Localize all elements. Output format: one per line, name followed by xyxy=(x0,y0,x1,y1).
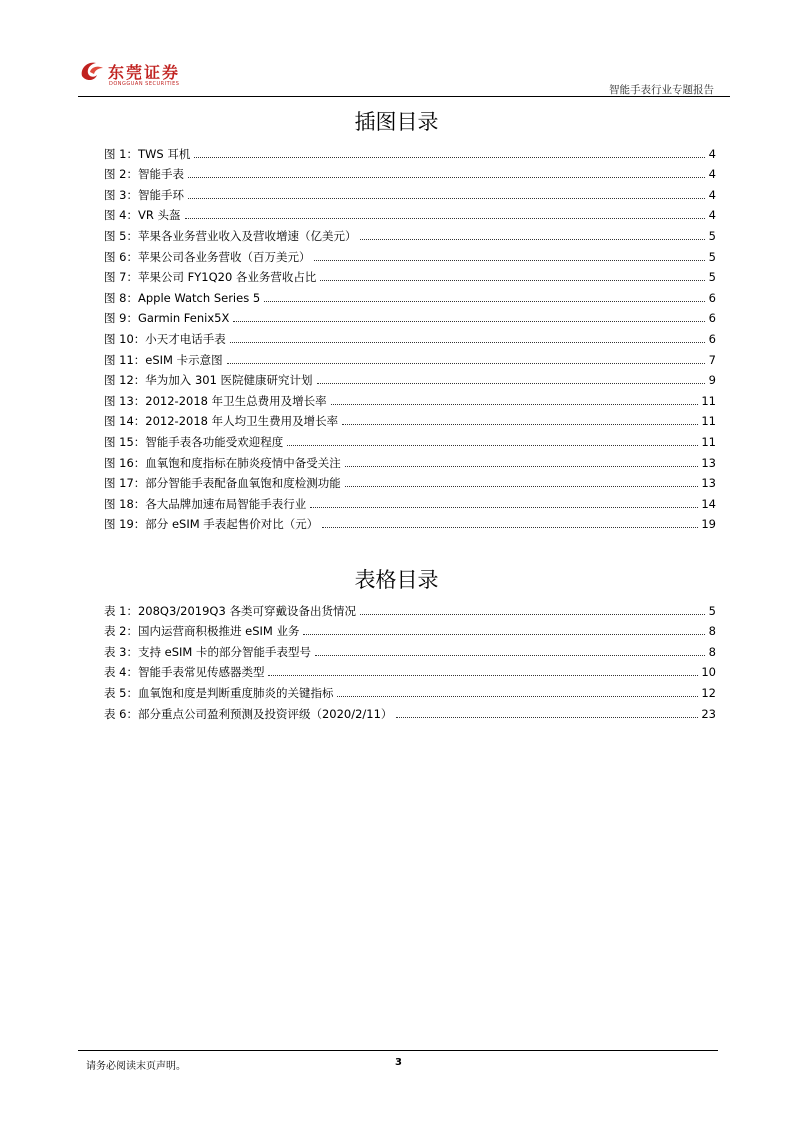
toc-entry-page: 6 xyxy=(708,331,716,346)
tables-section-title: 表格目录 xyxy=(354,568,439,592)
dot-leader xyxy=(264,301,705,302)
figures-section-title: 插图目录 xyxy=(354,110,439,134)
dot-leader xyxy=(227,363,705,364)
toc-entry-label: 图 11：eSIM 卡示意图 xyxy=(104,352,223,367)
toc-entry-label: 表 4：智能手表常见传感器类型 xyxy=(104,665,265,680)
dot-leader xyxy=(315,655,705,656)
logo-text-en: DONGGUAN SECURITIES xyxy=(109,81,180,87)
dot-leader xyxy=(303,634,705,635)
figure-toc-entry[interactable] xyxy=(104,181,716,202)
toc-entry-page: 9 xyxy=(708,373,716,388)
dot-leader xyxy=(396,717,698,718)
toc-entry-page: 23 xyxy=(701,706,716,721)
figure-toc-entry[interactable] xyxy=(104,346,716,367)
figure-toc-entry[interactable] xyxy=(104,367,716,388)
toc-entry-page: 5 xyxy=(708,603,716,618)
tables-list xyxy=(104,597,716,721)
toc-entry-label: 表 2：国内运营商积极推进 eSIM 业务 xyxy=(104,624,300,639)
header-divider xyxy=(78,96,730,97)
toc-entry-label: 图 16：血氧饱和度指标在肺炎疫情中备受关注 xyxy=(104,455,341,470)
toc-entry-page: 4 xyxy=(708,208,716,223)
figure-toc-entry[interactable] xyxy=(104,264,716,285)
toc-entry-label: 图 6：苹果公司各业务营收（百万美元） xyxy=(104,249,311,264)
toc-entry-label: 图 4：VR 头盔 xyxy=(104,208,181,223)
figure-toc-entry[interactable] xyxy=(104,325,716,346)
toc-entry-label: 表 6：部分重点公司盈利预测及投资评级（2020/2/11） xyxy=(104,706,393,721)
toc-entry-page: 14 xyxy=(701,496,716,511)
table-toc-entry[interactable] xyxy=(104,597,716,618)
toc-entry-page: 8 xyxy=(708,644,716,659)
dot-leader xyxy=(314,260,705,261)
toc-entry-label: 图 9：Garmin Fenix5X xyxy=(104,311,230,326)
dot-leader xyxy=(337,696,698,697)
toc-entry-label: 图 14：2012-2018 年人均卫生费用及增长率 xyxy=(104,414,339,429)
dot-leader xyxy=(194,157,705,158)
toc-entry-label: 图 17：部分智能手表配备血氧饱和度检测功能 xyxy=(104,476,341,491)
figure-toc-entry[interactable] xyxy=(104,305,716,326)
figure-toc-entry[interactable] xyxy=(104,408,716,429)
figure-toc-entry[interactable] xyxy=(104,222,716,243)
toc-entry-page: 11 xyxy=(701,414,716,429)
toc-entry-page: 6 xyxy=(708,290,716,305)
toc-entry-label: 图 19：部分 eSIM 手表起售价对比（元） xyxy=(104,517,319,532)
toc-entry-page: 5 xyxy=(708,228,716,243)
report-title: 智能手表行业专题报告 xyxy=(609,84,714,96)
table-toc-entry[interactable] xyxy=(104,659,716,680)
toc-entry-label: 图 8：Apple Watch Series 5 xyxy=(104,290,261,305)
figure-toc-entry[interactable] xyxy=(104,243,716,264)
figure-toc-entry[interactable] xyxy=(104,449,716,470)
toc-entry-page: 13 xyxy=(701,455,716,470)
table-toc-entry[interactable] xyxy=(104,638,716,659)
dot-leader xyxy=(230,342,705,343)
company-logo xyxy=(78,58,188,92)
dot-leader xyxy=(360,614,705,615)
toc-entry-page: 6 xyxy=(708,311,716,326)
table-toc-entry[interactable] xyxy=(104,618,716,639)
toc-entry-label: 图 13：2012-2018 年卫生总费用及增长率 xyxy=(104,393,327,408)
toc-entry-page: 4 xyxy=(708,146,716,161)
toc-entry-label: 图 18：各大品牌加速布局智能手表行业 xyxy=(104,496,307,511)
footer-divider xyxy=(78,1050,718,1051)
toc-entry-page: 4 xyxy=(708,187,716,202)
toc-entry-label: 图 12：华为加入 301 医院健康研究计划 xyxy=(104,373,313,388)
figure-toc-entry[interactable] xyxy=(104,202,716,223)
figure-toc-entry[interactable] xyxy=(104,490,716,511)
table-toc-entry[interactable] xyxy=(104,679,716,700)
toc-entry-page: 10 xyxy=(701,665,716,680)
dot-leader xyxy=(287,445,698,446)
dot-leader xyxy=(188,177,705,178)
toc-entry-page: 5 xyxy=(708,249,716,264)
toc-entry-label: 图 10：小天才电话手表 xyxy=(104,331,226,346)
figure-toc-entry[interactable] xyxy=(104,428,716,449)
toc-entry-label: 图 15：智能手表各功能受欢迎程度 xyxy=(104,434,284,449)
toc-entry-label: 图 5：苹果各业务营业收入及营收增速（亿美元） xyxy=(104,228,357,243)
page-number: 3 xyxy=(395,1057,402,1068)
figure-toc-entry[interactable] xyxy=(104,470,716,491)
toc-entry-page: 19 xyxy=(701,517,716,532)
toc-entry-page: 7 xyxy=(708,352,716,367)
toc-entry-page: 5 xyxy=(708,270,716,285)
toc-entry-label: 表 3：支持 eSIM 卡的部分智能手表型号 xyxy=(104,644,311,659)
footer-disclaimer: 请务必阅读末页声明。 xyxy=(86,1061,186,1072)
toc-entry-label: 图 1：TWS 耳机 xyxy=(104,146,191,161)
toc-entry-label: 表 5：血氧饱和度是判断重度肺炎的关键指标 xyxy=(104,685,334,700)
figure-toc-entry[interactable] xyxy=(104,140,716,161)
toc-entry-label: 图 2：智能手表 xyxy=(104,167,184,182)
toc-entry-page: 8 xyxy=(708,624,716,639)
dot-leader xyxy=(185,218,706,219)
toc-entry-label: 表 1：208Q3/2019Q3 各类可穿戴设备出货情况 xyxy=(104,603,356,618)
toc-entry-page: 12 xyxy=(701,685,716,700)
toc-entry-label: 图 3：智能手环 xyxy=(104,187,184,202)
figures-list xyxy=(104,140,716,531)
toc-entry-label: 图 7：苹果公司 FY1Q20 各业务营收占比 xyxy=(104,270,317,285)
dot-leader xyxy=(320,280,705,281)
dot-leader xyxy=(268,675,698,676)
toc-entry-page: 11 xyxy=(701,434,716,449)
toc-entry-page: 11 xyxy=(701,393,716,408)
dot-leader xyxy=(233,321,705,322)
table-toc-entry[interactable] xyxy=(104,700,716,721)
figure-toc-entry[interactable] xyxy=(104,387,716,408)
dot-leader xyxy=(317,383,705,384)
figure-toc-entry[interactable] xyxy=(104,511,716,532)
page-header xyxy=(0,0,793,100)
dot-leader xyxy=(342,424,698,425)
figure-toc-entry[interactable] xyxy=(104,284,716,305)
figure-toc-entry[interactable] xyxy=(104,161,716,182)
dot-leader xyxy=(345,466,699,467)
dot-leader xyxy=(310,507,698,508)
dot-leader xyxy=(188,198,705,199)
logo-swirl-icon xyxy=(78,58,108,86)
dot-leader xyxy=(322,527,698,528)
toc-entry-page: 13 xyxy=(701,476,716,491)
dot-leader xyxy=(360,239,705,240)
logo-text-cn: 东莞证券 xyxy=(108,63,181,82)
dot-leader xyxy=(345,486,699,487)
toc-entry-page: 4 xyxy=(708,167,716,182)
dot-leader xyxy=(331,404,699,405)
